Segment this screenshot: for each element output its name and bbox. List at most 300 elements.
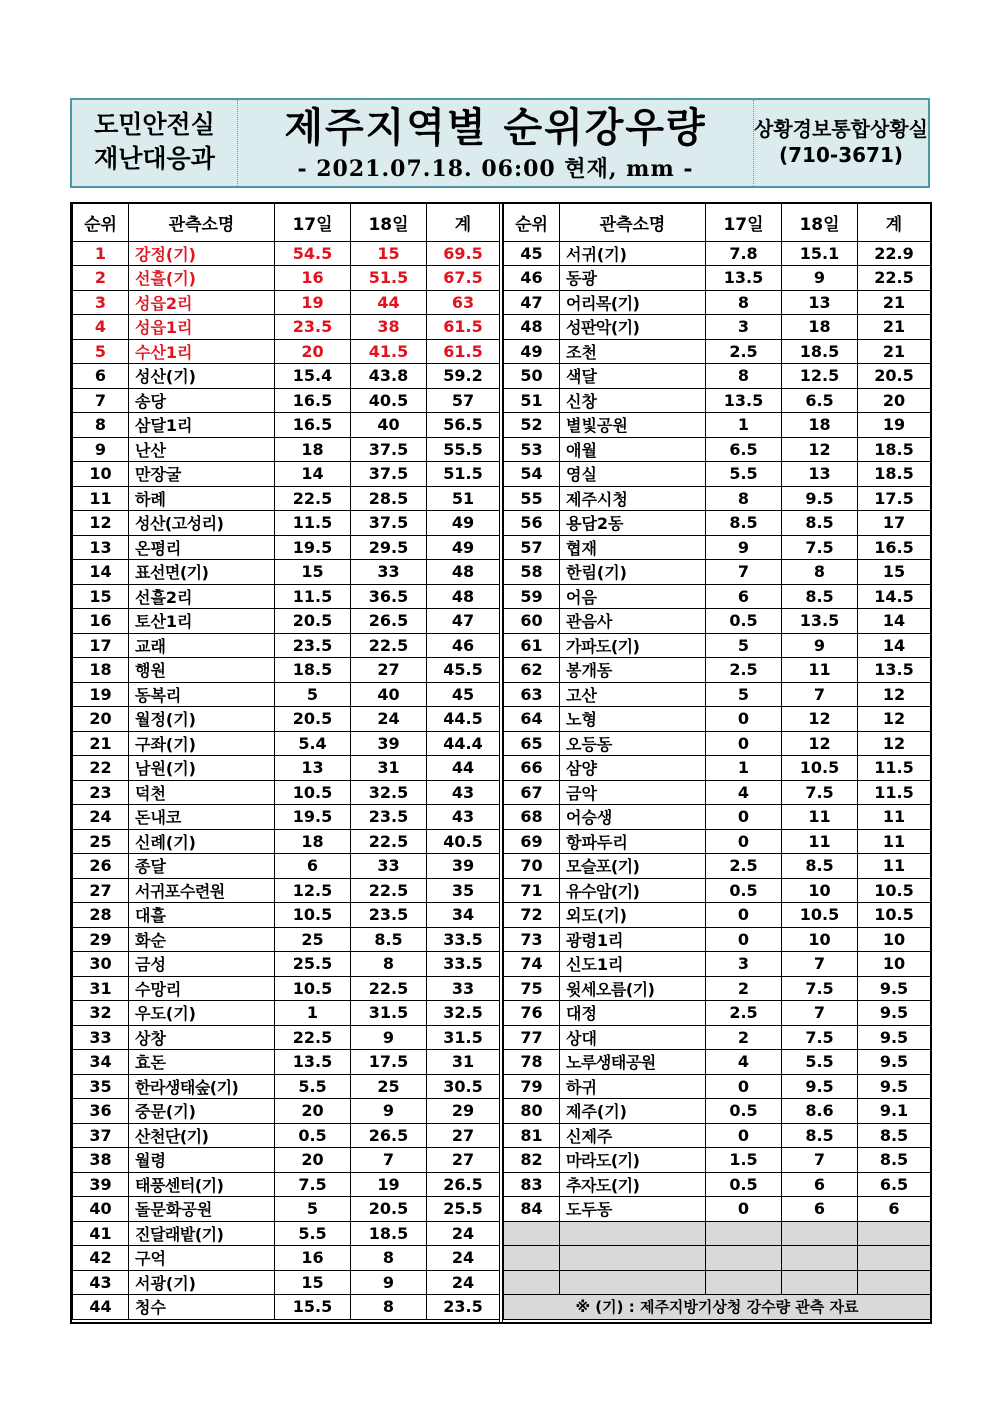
table-row	[73, 511, 500, 536]
contact-phone: (710-3671)	[779, 143, 903, 167]
total-cell: 18.5	[858, 462, 931, 487]
rank-cell: 27	[73, 878, 129, 903]
table-row	[73, 682, 500, 707]
total-cell: 69.5	[427, 241, 500, 266]
rain-18-cell: 9	[351, 1270, 427, 1295]
rain-17-cell: 5	[275, 682, 351, 707]
rank-cell: 2	[73, 266, 129, 291]
rain-17-cell: 25.5	[275, 952, 351, 977]
rain-18-cell: 11	[782, 829, 858, 854]
station-name-cell: 행원	[129, 658, 275, 683]
total-cell: 31.5	[427, 1025, 500, 1050]
rain-17-cell: 16	[275, 266, 351, 291]
station-name-cell: 노루생태공원	[560, 1050, 706, 1075]
rank-cell: 52	[504, 413, 560, 438]
total-cell: 34	[427, 903, 500, 928]
table-row	[73, 707, 500, 732]
rain-18-cell: 25	[351, 1074, 427, 1099]
rank-cell: 41	[73, 1221, 129, 1246]
station-name-cell: 남원(기)	[129, 756, 275, 781]
total-cell: 59.2	[427, 364, 500, 389]
total-cell: 20	[858, 388, 931, 413]
rank-cell: 68	[504, 805, 560, 830]
rank-cell: 76	[504, 1001, 560, 1026]
rain-17-cell: 0.5	[275, 1123, 351, 1148]
station-name-cell: 노형	[560, 707, 706, 732]
table-row	[504, 829, 931, 854]
rain-17-cell: 1	[706, 756, 782, 781]
table-row	[504, 315, 931, 340]
rain-17-cell: 25	[275, 927, 351, 952]
total-cell: 14	[858, 633, 931, 658]
rain-17-cell: 11.5	[275, 584, 351, 609]
empty-row	[504, 1246, 931, 1271]
table-row	[504, 682, 931, 707]
rain-18-cell: 7.5	[782, 976, 858, 1001]
table-row	[73, 535, 500, 560]
rain-17-cell: 6.5	[706, 437, 782, 462]
rain-18-cell: 5.5	[782, 1050, 858, 1075]
rank-cell: 36	[73, 1099, 129, 1124]
table-row	[73, 486, 500, 511]
station-name-cell: 효돈	[129, 1050, 275, 1075]
empty-cell	[560, 1246, 706, 1271]
table-row	[504, 241, 931, 266]
rank-cell: 34	[73, 1050, 129, 1075]
rain-18-cell: 40.5	[351, 388, 427, 413]
station-name-cell: 서귀(기)	[560, 241, 706, 266]
rain-17-cell: 2	[706, 1025, 782, 1050]
station-name-cell: 색달	[560, 364, 706, 389]
rank-cell: 6	[73, 364, 129, 389]
rank-cell: 74	[504, 952, 560, 977]
total-cell: 61.5	[427, 315, 500, 340]
table-row	[504, 364, 931, 389]
rank-cell: 23	[73, 780, 129, 805]
column-header: 18일	[782, 204, 858, 241]
total-cell: 11	[858, 854, 931, 879]
rank-cell: 51	[504, 388, 560, 413]
rain-18-cell: 22.5	[351, 633, 427, 658]
station-name-cell: 중문(기)	[129, 1099, 275, 1124]
rank-cell: 71	[504, 878, 560, 903]
rank-cell: 29	[73, 927, 129, 952]
column-header: 계	[427, 204, 500, 241]
rain-18-cell: 41.5	[351, 339, 427, 364]
total-cell: 24	[427, 1270, 500, 1295]
rain-17-cell: 5.4	[275, 731, 351, 756]
rain-18-cell: 24	[351, 707, 427, 732]
rain-17-cell: 5	[706, 682, 782, 707]
rain-18-cell: 8	[782, 560, 858, 585]
rain-18-cell: 7	[782, 1001, 858, 1026]
rain-17-cell: 13.5	[706, 266, 782, 291]
total-cell: 45	[427, 682, 500, 707]
station-name-cell: 어리목(기)	[560, 290, 706, 315]
rank-cell: 82	[504, 1148, 560, 1173]
rain-18-cell: 23.5	[351, 903, 427, 928]
rain-17-cell: 23.5	[275, 633, 351, 658]
table-row	[504, 1001, 931, 1026]
rain-17-cell: 13.5	[275, 1050, 351, 1075]
table-row	[504, 486, 931, 511]
total-cell: 22.5	[858, 266, 931, 291]
total-cell: 47	[427, 609, 500, 634]
rain-18-cell: 6	[782, 1172, 858, 1197]
rain-18-cell: 11	[782, 805, 858, 830]
table-row	[73, 756, 500, 781]
station-name-cell: 만장굴	[129, 462, 275, 487]
rain-18-cell: 40	[351, 682, 427, 707]
rain-18-cell: 38	[351, 315, 427, 340]
table-row	[504, 1172, 931, 1197]
total-cell: 12	[858, 731, 931, 756]
table-row	[73, 1123, 500, 1148]
table-row	[73, 1025, 500, 1050]
table-row	[73, 1270, 500, 1295]
table-row	[504, 805, 931, 830]
table-row	[504, 266, 931, 291]
rank-cell: 56	[504, 511, 560, 536]
total-cell: 9.5	[858, 1050, 931, 1075]
table-row	[504, 1123, 931, 1148]
station-name-cell: 하례	[129, 486, 275, 511]
station-name-cell: 금악	[560, 780, 706, 805]
rank-cell: 8	[73, 413, 129, 438]
rain-18-cell: 7.5	[782, 1025, 858, 1050]
rank-cell: 50	[504, 364, 560, 389]
rain-18-cell: 32.5	[351, 780, 427, 805]
table-row	[504, 535, 931, 560]
title-box	[238, 100, 754, 186]
total-cell: 19	[858, 413, 931, 438]
rain-17-cell: 8	[706, 486, 782, 511]
total-cell: 9.5	[858, 1074, 931, 1099]
table-row	[504, 878, 931, 903]
table-row	[504, 609, 931, 634]
rain-17-cell: 10.5	[275, 976, 351, 1001]
total-cell: 12	[858, 707, 931, 732]
rain-18-cell: 15	[351, 241, 427, 266]
total-cell: 56.5	[427, 413, 500, 438]
total-cell: 30.5	[427, 1074, 500, 1099]
total-cell: 51	[427, 486, 500, 511]
station-name-cell: 선흘(기)	[129, 266, 275, 291]
total-cell: 31	[427, 1050, 500, 1075]
rain-17-cell: 6	[706, 584, 782, 609]
rain-18-cell: 22.5	[351, 878, 427, 903]
rank-cell: 67	[504, 780, 560, 805]
rain-17-cell: 0	[706, 1197, 782, 1222]
empty-cell	[504, 1221, 560, 1246]
table-row	[504, 952, 931, 977]
rain-17-cell: 0.5	[706, 878, 782, 903]
rain-17-cell: 0	[706, 731, 782, 756]
total-cell: 10.5	[858, 878, 931, 903]
station-name-cell: 월령	[129, 1148, 275, 1173]
rain-18-cell: 29.5	[351, 535, 427, 560]
rank-cell: 7	[73, 388, 129, 413]
total-cell: 39	[427, 854, 500, 879]
total-cell: 35	[427, 878, 500, 903]
rain-17-cell: 2.5	[706, 1001, 782, 1026]
station-name-cell: 서광(기)	[129, 1270, 275, 1295]
table-row	[73, 437, 500, 462]
station-name-cell: 신창	[560, 388, 706, 413]
rank-cell: 3	[73, 290, 129, 315]
rain-17-cell: 7	[706, 560, 782, 585]
empty-cell	[782, 1246, 858, 1271]
table-row	[504, 927, 931, 952]
table-row	[504, 511, 931, 536]
rain-17-cell: 18.5	[275, 658, 351, 683]
rank-cell: 59	[504, 584, 560, 609]
empty-cell	[504, 1270, 560, 1295]
table-row	[504, 707, 931, 732]
total-cell: 43	[427, 805, 500, 830]
empty-cell	[706, 1221, 782, 1246]
station-name-cell: 추자도(기)	[560, 1172, 706, 1197]
station-name-cell: 모슬포(기)	[560, 854, 706, 879]
station-name-cell: 덕천	[129, 780, 275, 805]
station-name-cell: 화순	[129, 927, 275, 952]
rain-18-cell: 37.5	[351, 511, 427, 536]
rain-18-cell: 17.5	[351, 1050, 427, 1075]
rank-cell: 35	[73, 1074, 129, 1099]
station-name-cell: 광령1리	[560, 927, 706, 952]
rank-cell: 77	[504, 1025, 560, 1050]
rank-cell: 17	[73, 633, 129, 658]
rain-18-cell: 9.5	[782, 486, 858, 511]
column-header: 17일	[275, 204, 351, 241]
rank-cell: 84	[504, 1197, 560, 1222]
empty-cell	[504, 1246, 560, 1271]
total-cell: 17.5	[858, 486, 931, 511]
rain-17-cell: 13.5	[706, 388, 782, 413]
rank-cell: 33	[73, 1025, 129, 1050]
total-cell: 63	[427, 290, 500, 315]
station-name-cell: 제주시청	[560, 486, 706, 511]
empty-cell	[560, 1221, 706, 1246]
rain-17-cell: 20.5	[275, 609, 351, 634]
rain-17-cell: 13	[275, 756, 351, 781]
station-name-cell: 외도(기)	[560, 903, 706, 928]
rain-17-cell: 15.5	[275, 1295, 351, 1320]
total-cell: 24	[427, 1246, 500, 1271]
station-name-cell: 별빛공원	[560, 413, 706, 438]
column-header: 관측소명	[560, 204, 706, 241]
rain-18-cell: 8	[351, 952, 427, 977]
rain-17-cell: 1.5	[706, 1148, 782, 1173]
rank-cell: 14	[73, 560, 129, 585]
rank-cell: 42	[73, 1246, 129, 1271]
station-name-cell: 동광	[560, 266, 706, 291]
column-header: 18일	[351, 204, 427, 241]
rain-17-cell: 8	[706, 364, 782, 389]
station-name-cell: 교래	[129, 633, 275, 658]
rain-18-cell: 18	[782, 413, 858, 438]
rain-17-cell: 20	[275, 339, 351, 364]
rain-18-cell: 31	[351, 756, 427, 781]
station-name-cell: 대정	[560, 1001, 706, 1026]
rainfall-table-frame	[70, 202, 932, 1324]
table-row	[73, 339, 500, 364]
station-name-cell: 윗세오름(기)	[560, 976, 706, 1001]
station-name-cell: 상창	[129, 1025, 275, 1050]
station-name-cell: 성읍1리	[129, 315, 275, 340]
rain-18-cell: 7	[782, 952, 858, 977]
table-row	[504, 780, 931, 805]
rain-18-cell: 9	[351, 1099, 427, 1124]
station-name-cell: 종달	[129, 854, 275, 879]
rank-cell: 75	[504, 976, 560, 1001]
rain-18-cell: 13.5	[782, 609, 858, 634]
total-cell: 22.9	[858, 241, 931, 266]
table-row	[504, 437, 931, 462]
station-name-cell: 온평리	[129, 535, 275, 560]
total-cell: 33.5	[427, 927, 500, 952]
rain-17-cell: 5	[275, 1197, 351, 1222]
total-cell: 10.5	[858, 903, 931, 928]
table-row	[73, 903, 500, 928]
empty-cell	[560, 1270, 706, 1295]
table-row	[73, 1246, 500, 1271]
rain-18-cell: 26.5	[351, 1123, 427, 1148]
total-cell: 25.5	[427, 1197, 500, 1222]
rain-17-cell: 0	[706, 903, 782, 928]
rank-cell: 73	[504, 927, 560, 952]
rain-18-cell: 10	[782, 878, 858, 903]
rain-18-cell: 23.5	[351, 805, 427, 830]
station-name-cell: 어승생	[560, 805, 706, 830]
rain-18-cell: 8.5	[782, 854, 858, 879]
rain-17-cell: 12.5	[275, 878, 351, 903]
rain-18-cell: 18.5	[782, 339, 858, 364]
station-name-cell: 난산	[129, 437, 275, 462]
rain-18-cell: 12	[782, 437, 858, 462]
rain-17-cell: 6	[275, 854, 351, 879]
station-name-cell: 오등동	[560, 731, 706, 756]
rain-17-cell: 16.5	[275, 413, 351, 438]
total-cell: 12	[858, 682, 931, 707]
page-title: 제주지역별 순위강우량	[284, 105, 707, 151]
rain-18-cell: 10.5	[782, 903, 858, 928]
rain-18-cell: 11	[782, 658, 858, 683]
station-name-cell: 대흘	[129, 903, 275, 928]
total-cell: 44.5	[427, 707, 500, 732]
total-cell: 6	[858, 1197, 931, 1222]
table-row	[73, 854, 500, 879]
rain-17-cell: 9	[706, 535, 782, 560]
rain-18-cell: 10.5	[782, 756, 858, 781]
total-cell: 44	[427, 756, 500, 781]
empty-cell	[782, 1221, 858, 1246]
rain-18-cell: 36.5	[351, 584, 427, 609]
rain-17-cell: 2	[706, 976, 782, 1001]
rain-18-cell: 6	[782, 1197, 858, 1222]
rank-cell: 60	[504, 609, 560, 634]
total-cell: 17	[858, 511, 931, 536]
table-row	[73, 1074, 500, 1099]
rank-cell: 69	[504, 829, 560, 854]
station-name-cell: 수망리	[129, 976, 275, 1001]
station-name-cell: 성산(기)	[129, 364, 275, 389]
rain-17-cell: 15	[275, 560, 351, 585]
footnote-row	[504, 1295, 931, 1320]
total-cell: 20.5	[858, 364, 931, 389]
station-name-cell: 도두동	[560, 1197, 706, 1222]
rain-17-cell: 16.5	[275, 388, 351, 413]
total-cell: 21	[858, 339, 931, 364]
total-cell: 27	[427, 1148, 500, 1173]
empty-cell	[858, 1270, 931, 1295]
station-name-cell: 봉개동	[560, 658, 706, 683]
total-cell: 45.5	[427, 658, 500, 683]
table-row	[73, 462, 500, 487]
station-name-cell: 수산1리	[129, 339, 275, 364]
table-row	[73, 829, 500, 854]
rain-18-cell: 44	[351, 290, 427, 315]
total-cell: 61.5	[427, 339, 500, 364]
rain-17-cell: 5.5	[275, 1074, 351, 1099]
station-name-cell: 한라생태숲(기)	[129, 1074, 275, 1099]
rain-18-cell: 8	[351, 1246, 427, 1271]
rank-cell: 15	[73, 584, 129, 609]
rain-17-cell: 23.5	[275, 315, 351, 340]
total-cell: 10	[858, 952, 931, 977]
rain-18-cell: 37.5	[351, 462, 427, 487]
contact-office: 상황경보통합상황실	[754, 117, 928, 141]
rank-cell: 13	[73, 535, 129, 560]
table-row	[504, 462, 931, 487]
column-header: 17일	[706, 204, 782, 241]
station-name-cell: 가파도(기)	[560, 633, 706, 658]
total-cell: 21	[858, 290, 931, 315]
rank-cell: 48	[504, 315, 560, 340]
table-row	[504, 388, 931, 413]
station-name-cell: 협재	[560, 535, 706, 560]
total-cell: 13.5	[858, 658, 931, 683]
rank-cell: 65	[504, 731, 560, 756]
rain-18-cell: 22.5	[351, 829, 427, 854]
rain-17-cell: 15	[275, 1270, 351, 1295]
rank-cell: 63	[504, 682, 560, 707]
rain-17-cell: 16	[275, 1246, 351, 1271]
total-cell: 29	[427, 1099, 500, 1124]
rain-17-cell: 54.5	[275, 241, 351, 266]
rank-cell: 11	[73, 486, 129, 511]
table-row	[73, 731, 500, 756]
table-row	[73, 388, 500, 413]
rain-17-cell: 11.5	[275, 511, 351, 536]
station-name-cell: 성판악(기)	[560, 315, 706, 340]
table-row	[73, 560, 500, 585]
rain-17-cell: 20.5	[275, 707, 351, 732]
station-name-cell: 상대	[560, 1025, 706, 1050]
total-cell: 67.5	[427, 266, 500, 291]
rank-cell: 47	[504, 290, 560, 315]
rain-17-cell: 0	[706, 1074, 782, 1099]
station-name-cell: 서귀포수련원	[129, 878, 275, 903]
rain-17-cell: 0	[706, 829, 782, 854]
rain-17-cell: 0.5	[706, 1172, 782, 1197]
rain-17-cell: 2.5	[706, 339, 782, 364]
station-name-cell: 고산	[560, 682, 706, 707]
rain-18-cell: 51.5	[351, 266, 427, 291]
rank-cell: 54	[504, 462, 560, 487]
station-name-cell: 용담2동	[560, 511, 706, 536]
station-name-cell: 산천단(기)	[129, 1123, 275, 1148]
